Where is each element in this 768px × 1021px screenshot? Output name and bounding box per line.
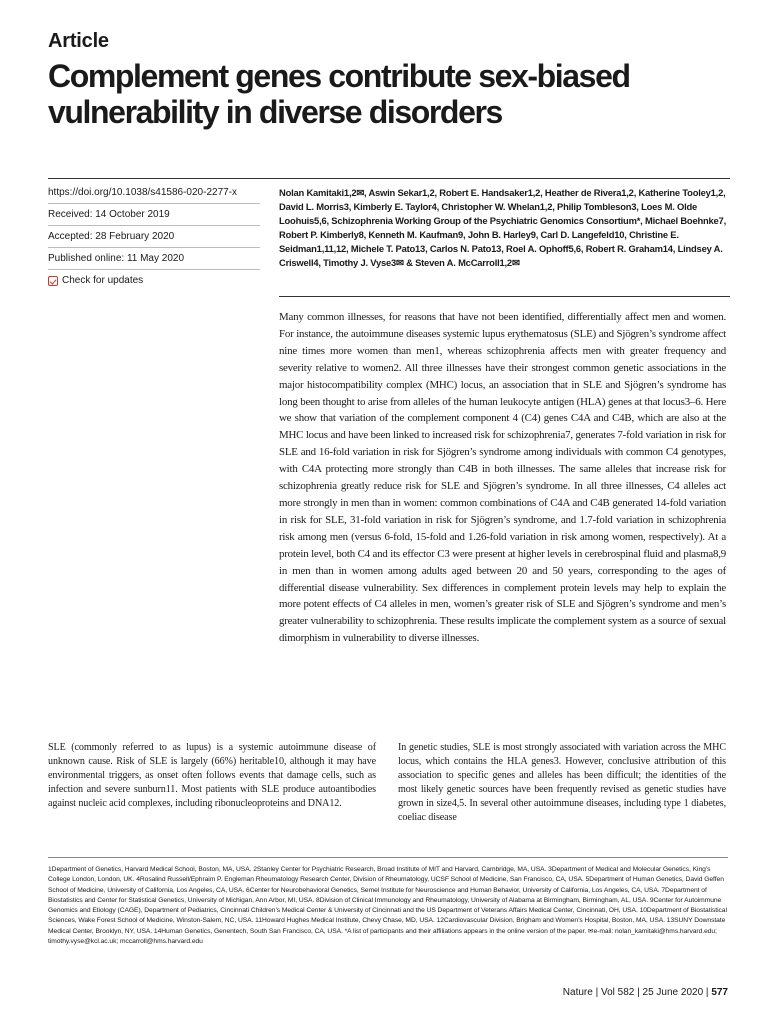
footer-date: 25 June 2020: [642, 987, 704, 998]
body-column-right: In genetic studies, SLE is most strongly associated with variation across the MHC locus, which contains the HLA genes3. However, conclusive attribution of this association to specific genes and alleles has been difficult; the identities of the most likely genetic sources have been frequently revised as genetic studies have grown in size4,5. In several other autoimmune diseases, including type 1 diabetes, coeliac disease: [398, 742, 726, 823]
footer-separator: |: [637, 987, 643, 998]
published-date: Published online: 11 May 2020: [48, 248, 260, 270]
footer-volume: Vol 582: [600, 987, 635, 998]
footer-separator: |: [705, 987, 712, 998]
accepted-date: Accepted: 28 February 2020: [48, 226, 260, 248]
body-column-left: SLE (commonly referred to as lupus) is a systemic autoimmune disease of unknown cause. Risk of SLE is largely (66%) heritable10, although it may have environmental triggers, as onset often follows events that damage cells, such as infection and severe sunburn11. Most patients with SLE produce autoantibodies against nucleic acid complexes, including ribonucleoproteins and DNA12.: [48, 742, 376, 809]
affiliations: 1Department of Genetics, Harvard Medical School, Boston, MA, USA. 2Stanley Center for Psychiatric Research, Broad Institute of MIT and Harvard, Cambridge, MA, USA. 3Department of Medical and Molecular Genetics, King’s College London, London, UK. 4Rosalind Russell/Ephraim P. Engleman Rheumatology Research Center, Division of Rheumatology, UCSF School of Medicine, San Francisco, CA, USA. 5Department of Human Genetics, David Geffen School of Medicine, University of California, Los Angeles, CA, USA. 6Center for Neurobehavioral Genetics, Semel Institute for Neuroscience and Human Behavior, University of California, Los Angeles, CA, USA. 7Department of Biostatistics and Center for Statistical Genetics, University of Michigan, Ann Arbor, MI, USA. 8Division of Clinical Immunology and Rheumatology, University of Alabama at Birmingham, Birmingham, AL, USA. 9Center for Autoimmune Genomics and Etiology (CAGE), Department of Pediatrics, Cincinnati Children’s Medical Center & University of Cincinnati and the US Department of Veterans Affairs Medical Center, Cincinnati, OH, USA. 10Department of Biostatistical Sciences, Wake Forest School of Medicine, Winston-Salem, NC, USA. 11Howard Hughes Medical Institute, Chevy Chase, MD, USA. 12Cardiovascular Division, Brigham and Women’s Hospital, Boston, MA, USA. 13SUNY Downstate Medical Center, Brooklyn, NY, USA. 14Human Genetics, Genentech, South San Francisco, CA, USA. *A list of participants and their affiliations appears in the online version of the paper. ✉e-mail: nolan_kamitaki@hms.harvard.edu; timothy.vyse@kcl.ac.uk; mccarroll@hms.harvard.edu: [48, 866, 727, 946]
affiliations-rule: [48, 857, 728, 858]
article-title: Complement genes contribute sex-biased vulnerability in diverse disorders: [48, 58, 630, 130]
abstract: Many common illnesses, for reasons that have not been identified, differentially affect men and women. For instance, the autoimmune diseases systemic lupus erythematosus (SLE) and Sjögren’s syndrome affect nine times more women than men1, whereas schizophrenia affects men with greater frequency and severity relative to women2. All three illnesses have their strongest common genetic associations in the major histocompatibility complex (MHC) locus, an association that in SLE and Sjögren’s syndrome has long been thought to arise from alleles of the human leukocyte antigen (HLA) genes at that locus3–6. Here we show that variation of the complement component 4 (C4) genes C4A and C4B, which are also at the MHC locus and have been linked to increased risk for schizophrenia7, generates 7-fold variation in risk for SLE and 16-fold variation in risk for Sjögren’s syndrome among individuals with common C4 genotypes, with C4A protecting more strongly than C4B in both illnesses. The same alleles that increase risk for schizophrenia greatly reduce risk for SLE and Sjögren’s syndrome. In all three illnesses, C4 alleles act more strongly in men than in women: common combinations of C4A and C4B generated 14-fold variation in risk for SLE, 31-fold variation in risk for Sjögren’s syndrome, and 1.7-fold variation in schizophrenia risk among men (versus 6-fold, 15-fold and 1.26-fold variation in risk among women, respectively). At a protein level, both C4 and its effector C3 were present at higher levels in cerebrospinal fluid and plasma8,9 in men than in women among adults aged between 20 and 50 years, corresponding to the ages of differential disease vulnerability. Sex differences in complement protein levels may help to explain the more potent effects of C4 alleles in men, women’s greater risk of SLE and Sjögren’s syndrome and men’s greater vulnerability to schizophrenia. These results implicate the complement system as a source of sexual dimorphism in vulnerability to diverse illnesses.: [279, 311, 726, 645]
received-date: Received: 14 October 2019: [48, 204, 260, 226]
abstract-top-rule: [279, 296, 730, 297]
top-rule: [48, 178, 730, 179]
page-footer: [563, 987, 728, 998]
footer-journal: Nature: [562, 987, 593, 998]
check-for-updates-link[interactable]: [48, 270, 143, 291]
footer-separator: |: [595, 987, 601, 998]
check-for-updates-icon: [48, 276, 58, 286]
author-list: Nolan Kamitaki1,2✉, Aswin Sekar1,2, Robert E. Handsaker1,2, Heather de Rivera1,2, Katherine Tooley1,2, David L. Morris3, Kimberly E. Taylor4, Christopher W. Whelan1,2, Philip Tombleson3, Loes M. Olde Loohuis5,6, Schizophrenia Working Group of the Psychiatric Genomics Consortium*, Michael Boehnke7, Robert P. Kimberly8, Kenneth M. Kaufman9, John B. Harley9, Carl D. Langefeld10, Christine E. Seidman1,11,12, Michele T. Pato13, Carlos N. Pato13, Roel A. Ophoff5,6, Robert R. Graham14, Lindsey A. Criswell4, Timothy J. Vyse3✉ & Steven A. McCarroll1,2✉: [279, 187, 726, 268]
check-for-updates-label: Check for updates: [62, 275, 144, 286]
article-metadata: [48, 182, 260, 291]
article-kicker: Article: [48, 30, 109, 52]
page-number: 577: [711, 987, 728, 998]
doi-link[interactable]: https://doi.org/10.1038/s41586-020-2277-x: [48, 182, 260, 204]
